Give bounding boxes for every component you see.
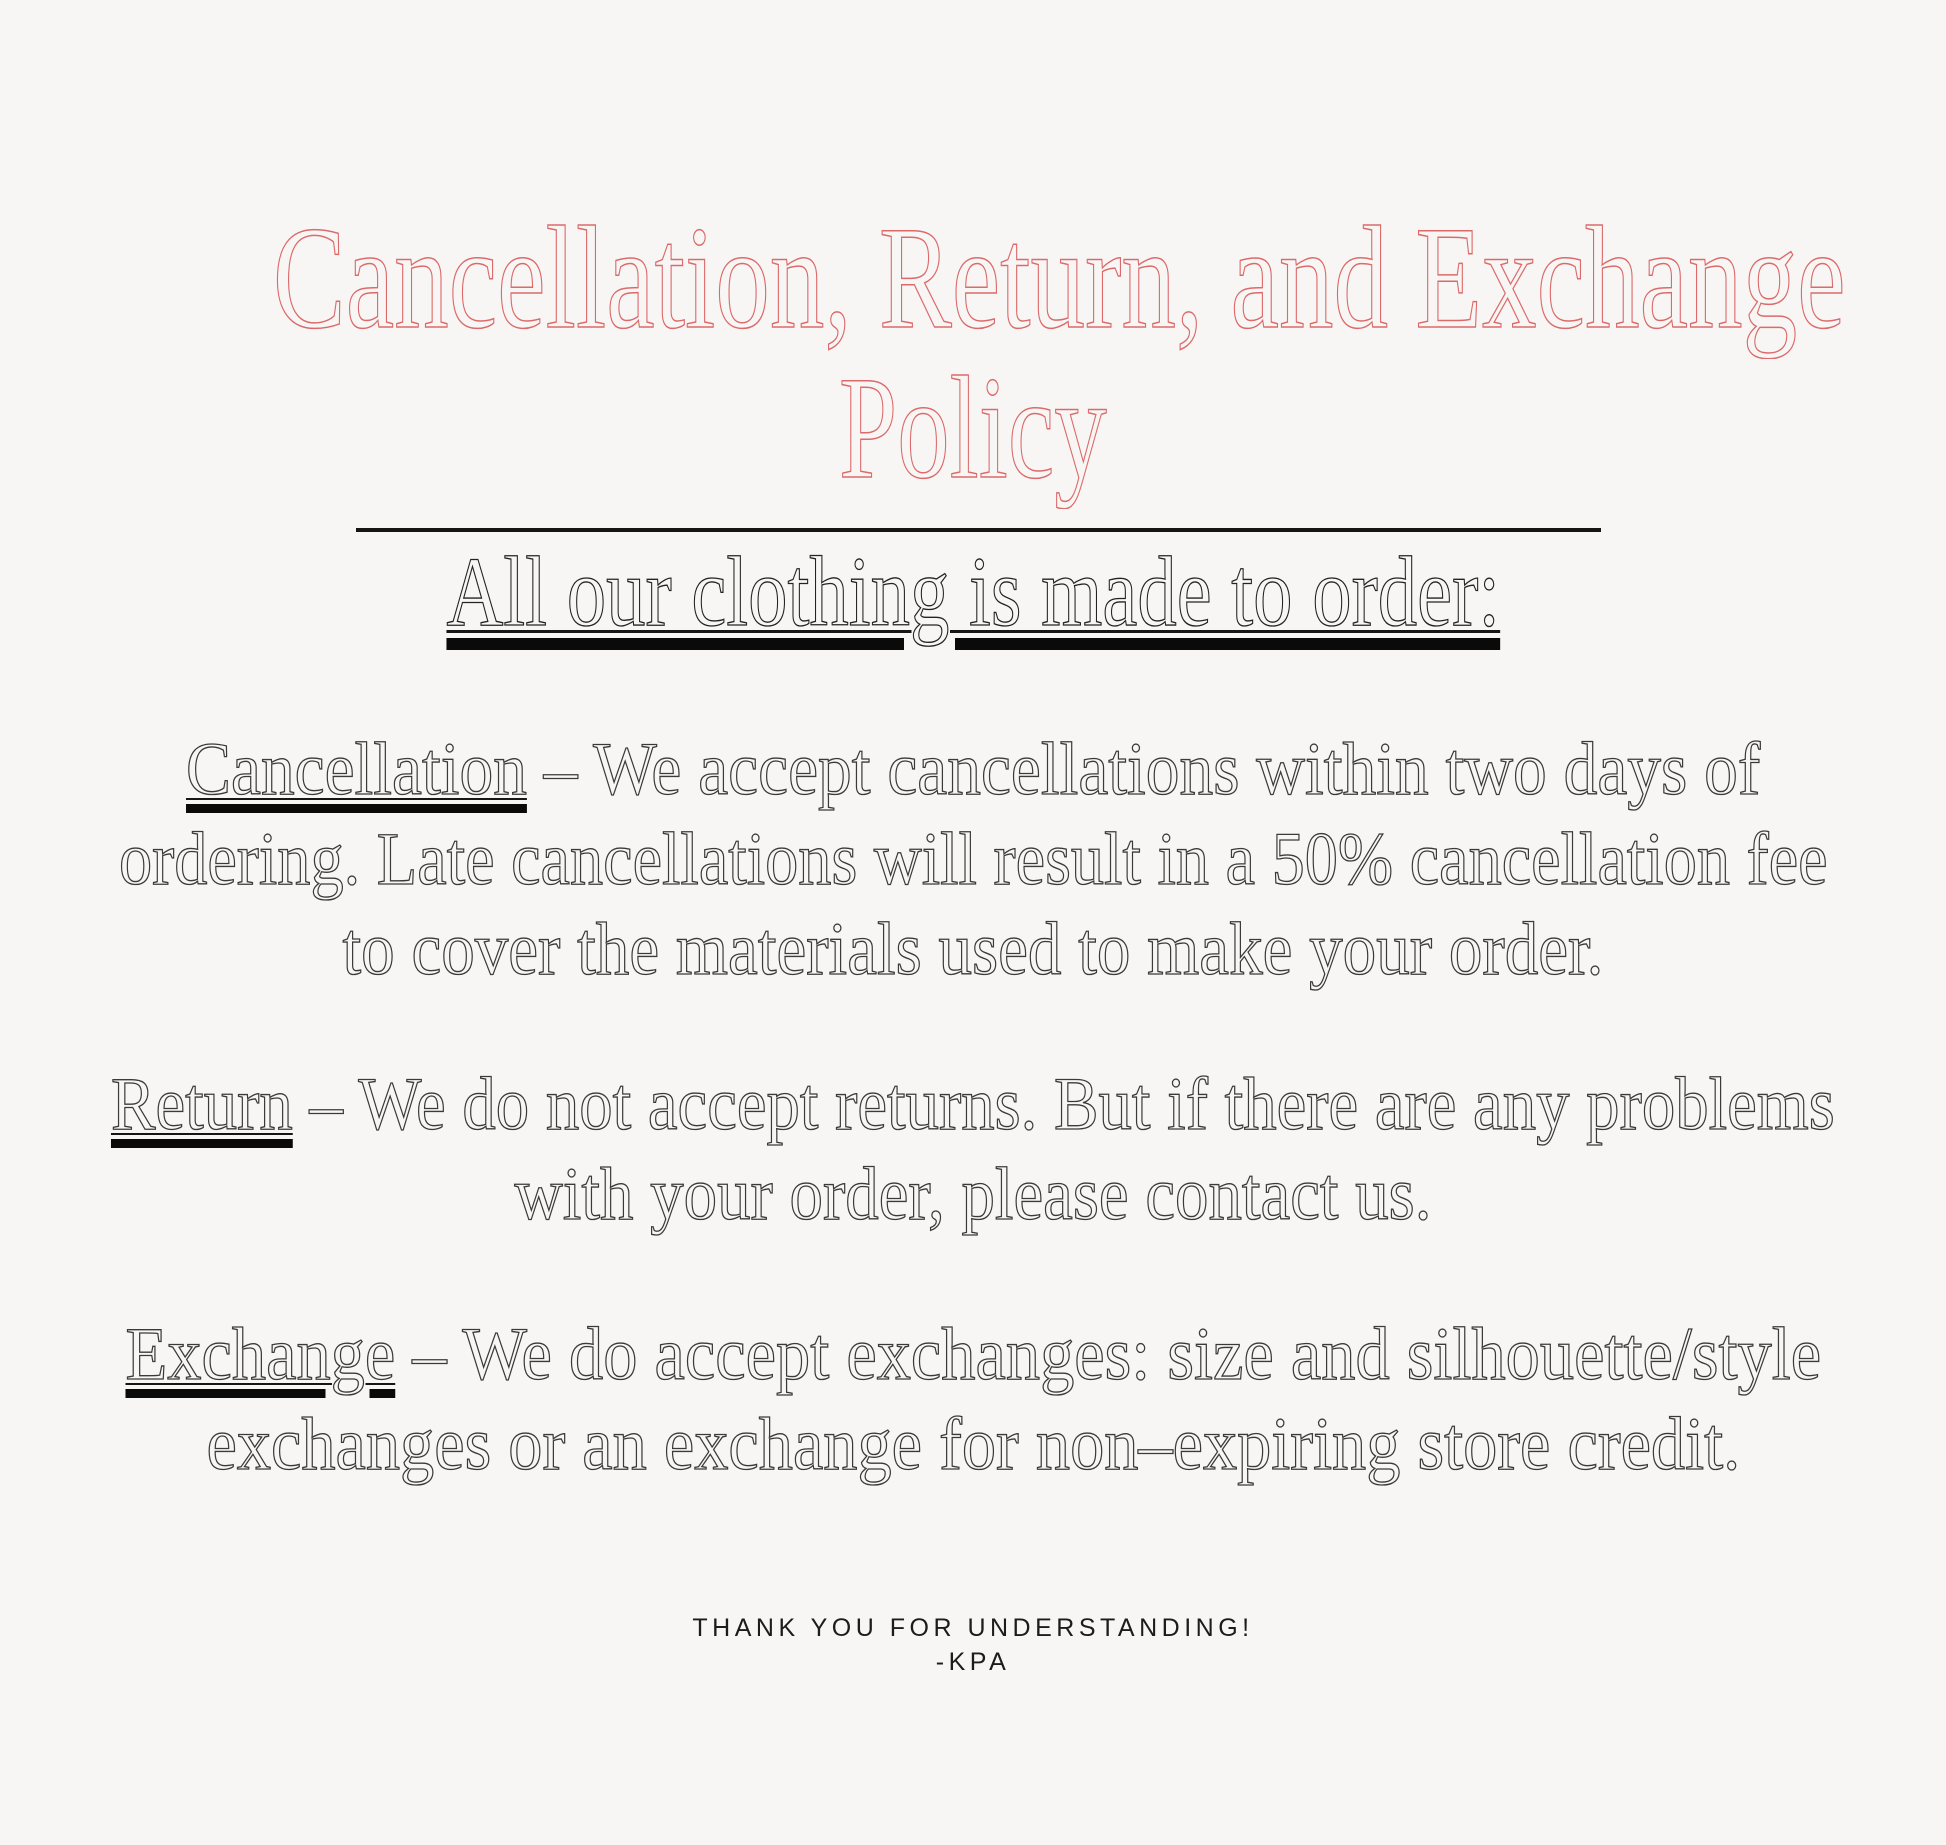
exchange-heading-text: Exchange (125, 1313, 395, 1396)
page-title-line-2: Policy (839, 346, 1107, 509)
cancellation-line-2: ordering. Late cancellations will result in a 50% cancellation fee (118, 818, 1828, 901)
footer-signature: -KPA (935, 1648, 1011, 1676)
cancellation-heading (186, 728, 527, 811)
page-title-line-1: Cancellation, Return, and Exchange (272, 196, 1846, 359)
exchange-section (0, 1310, 1946, 1490)
subtitle-line (446, 536, 1500, 647)
cancellation-line-1-rest: – We accept cancellations within two days of (526, 728, 1761, 811)
exchange-line-2: exchanges or an exchange for non–expiring store credit. (206, 1403, 1740, 1486)
return-line-1 (111, 1060, 1835, 1150)
return-heading (111, 1063, 293, 1146)
exchange-heading (125, 1313, 395, 1396)
exchange-line-1 (125, 1310, 1821, 1400)
return-line-1-rest: – We do not accept returns. But if there are any problems (292, 1063, 1835, 1146)
footer (0, 1611, 1946, 1679)
subtitle-underline (446, 536, 1500, 647)
footer-thanks: THANK YOU FOR UNDERSTANDING! (692, 1614, 1254, 1642)
exchange-line-1-rest: – We do accept exchanges: size and silhouette/style (394, 1313, 1821, 1396)
return-line-2: with your order, please contact us. (514, 1153, 1432, 1236)
subtitle (0, 536, 1946, 647)
page-title (0, 196, 1946, 509)
divider-rule (356, 528, 1601, 532)
return-section (0, 1060, 1946, 1240)
subtitle-text: All our clothing is made to order: (446, 536, 1500, 647)
cancellation-heading-text: Cancellation (185, 728, 527, 811)
cancellation-line-1 (186, 725, 1760, 815)
return-heading-text: Return (111, 1063, 293, 1146)
cancellation-section (0, 725, 1946, 995)
cancellation-line-3: to cover the materials used to make your order. (342, 908, 1604, 991)
